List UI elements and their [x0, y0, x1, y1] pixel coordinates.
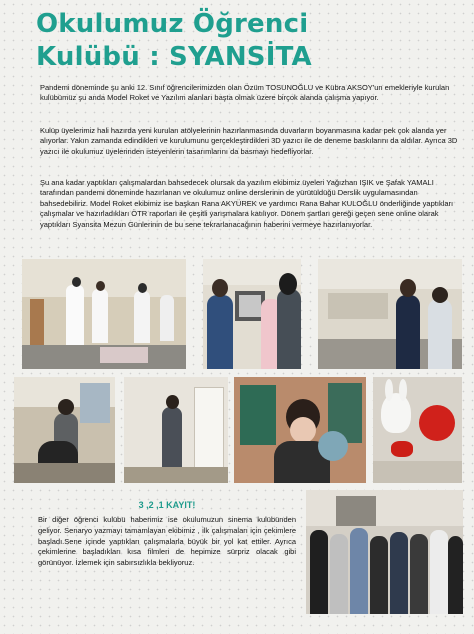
article-title	[36, 8, 312, 74]
intro-paragraph: Pandemi döneminde şu anki 12. Sınıf öğrencilerimizden olan Özüm TOSUNOĞLU ve Kübra AKSOY'un emekleriyle kurulan kulübümüz şu anda Model Roket ve Yazılım alanları başta olmak üzere birçok alanda çalışma yapıyor.	[40, 83, 450, 103]
cinema-club-paragraph: Bir diğer öğrenci kulübü haberimiz ise okulumuzun sinema kulübünden geliyor. Senaryo yazmayı tamamlayan ekibimiz , ilk çalışmaları için çekimlere başladı.Sene içinde yaptıkları çalışmalarla büyük bir yol kat ettiler. Ayrıca çekimlerine başladıkları kısa filmleri de hepimize sürpriz olacak gibi görünüyor. İzlemek için sabırsızlıkla bekliyoruz.	[38, 515, 296, 568]
title-line-2: Kulübü : SYANSİTA	[36, 42, 312, 72]
title-line-1: Okulumuz Öğrenci	[36, 9, 309, 39]
photo-painting-wall	[124, 377, 228, 483]
photo-lab-painting-workshop	[22, 259, 186, 369]
photo-club-members-classroom	[318, 259, 462, 369]
photo-student-with-rocket	[234, 377, 366, 483]
section-heading-kayit: 3 ,2 ,1 KAYIT!	[138, 500, 196, 510]
photo-student-with-dog	[14, 377, 115, 483]
photo-3d-printed-models	[373, 377, 462, 483]
photo-cinema-club-group	[306, 490, 463, 614]
photo-3d-printer-students	[203, 259, 301, 369]
teams-paragraph: Şu ana kadar yaptıkları çalışmalardan bahsedecek olursak da yazılım ekibimiz üyeleri Yağızhan IŞIK ve Şafak YAMALI tarafından pandemi döneminde hazırlanan ve okulumuz online derslerinin de yürütüldüğü Derslik uygulamasından bahsedebiliriz. Model Roket ekibimiz ise başkan Rana AKYÜREK ve yardımcı Rana Bahar KULOĞLU önderliğinde yaptıkları çalışmalar ve hazırladıkları ÖTR raporları ile çeşitli yarışmalara katılıyor. Dönem şartları gereği geçen sene online olarak yaptıkları Syansita Mezun Günlerinin de bu sene tekrarlanacağının haberini vermeye hazırlanıyorlar.	[40, 178, 454, 229]
workshop-paragraph: Kulüp üyelerimiz hali hazırda yeni kurulan atölyelerinin hazırlanmasında duvarların boyanmasına kadar pek çok alanda yer alıyorlar. Yakın zamanda edindikleri ve kurulumunu gerçekleştirdikleri 3D yazıcı ile de deneme baskılarını da aldılar. Ayrıca 3D yazıcı ile okulumuz üyelerinden isteyenlerin tasarımlarını da basmayı hedefliyorlar.	[40, 126, 458, 156]
